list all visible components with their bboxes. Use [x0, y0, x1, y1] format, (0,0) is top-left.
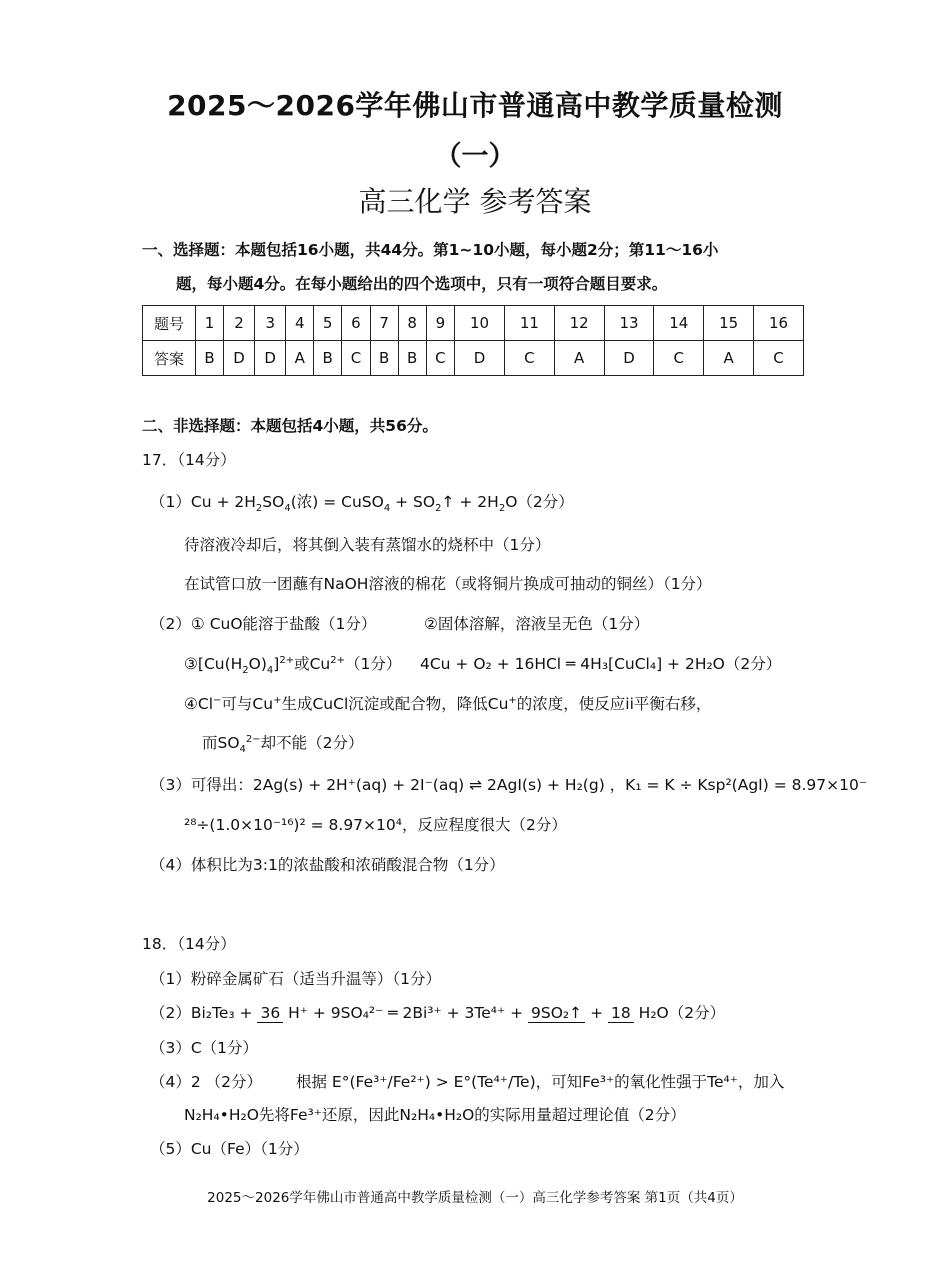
eq-text: 却不能（2分）: [260, 734, 364, 752]
answer-cell: D: [604, 341, 654, 376]
section1-intro-line2: 题，每小题4分。在每小题给出的四个选项中，只有一项符合题目要求。: [176, 275, 668, 293]
eq-text: 或Cu: [294, 655, 331, 673]
eq-text: 的浓度，使反应ii平衡右移，: [516, 695, 712, 713]
q18-part4-line1-b: 根据 E°(Fe³⁺/Fe²⁺) > E°(Te⁴⁺/Te)，可知Fe³⁺的氧化性强于Te⁴⁺，加入: [296, 1073, 785, 1091]
answer-cell: B: [370, 341, 398, 376]
eq-text: O): [248, 655, 267, 673]
eq-text: ↑ + 2H: [441, 493, 499, 511]
eq-text: ③[Cu(H: [184, 655, 243, 673]
question-number: 9: [426, 306, 454, 341]
answer-cell: C: [654, 341, 704, 376]
q17-part3-line1: [150, 773, 867, 795]
question-number: 15: [704, 306, 754, 341]
answer-table: [142, 305, 804, 376]
q17-part4-label: （4）: [150, 856, 191, 874]
q17-part3-label: （3）: [150, 776, 191, 794]
document-title: 2025～2026学年佛山市普通高中教学质量检测: [167, 89, 783, 122]
answer-row: [143, 341, 804, 376]
answer-point: ① CuO能溶于盐酸（1分）: [190, 615, 377, 633]
answer-cell: C: [426, 341, 454, 376]
q17-part1-line3: 在试管口放一团蘸有NaOH溶液的棉花（或将铜片换成可抽动的铜丝）（1分）: [184, 575, 712, 593]
eq-text: Cu + 2H: [190, 493, 256, 511]
question-number: 4: [286, 306, 314, 341]
q17-part4: [150, 853, 505, 875]
eq-text: H⁺ + 9SO₄²⁻ ═ 2Bi³⁺ + 3Te⁴⁺ +: [288, 1004, 524, 1022]
question-number: 12: [554, 306, 604, 341]
answer-cell: C: [504, 341, 554, 376]
eq-text: H₂O（2分）: [638, 1004, 726, 1022]
eq-text: O（2分）: [505, 493, 574, 511]
blank-coefficient: 18: [608, 1004, 634, 1023]
page-footer: 2025～2026学年佛山市普通高中教学质量检测（一）高三化学参考答案 第1页（共4页）: [207, 1190, 743, 1206]
q18-heading: 18．（14分）: [142, 935, 236, 953]
q18-part5: （5）Cu（Fe）（1分）: [150, 1140, 309, 1158]
q17-part2-label: （2）: [150, 615, 191, 633]
q17-part2-point4-cont: 而$SO_4^{2-}$却不能（2分）: [202, 733, 364, 756]
eq-text: (浓) = CuSO: [290, 493, 384, 511]
eq-text: （1分）: [345, 655, 402, 673]
q18-part4-line2: N₂H₄•H₂O先将Fe³⁺还原，因此N₂H₄•H₂O的实际用量超过理论值（2分）: [184, 1106, 686, 1124]
row-header-number: 题号: [143, 306, 196, 341]
answer-cell: A: [286, 341, 314, 376]
q17-part3-line2: ²⁸÷(1.0×10⁻¹⁶)² = 8.97×10⁴，反应程度很大（2分）: [184, 816, 567, 834]
answer-cell: A: [704, 341, 754, 376]
q17-part2-point4: ④Cl−可与Cu+生成CuCl沉淀或配合物，降低Cu+的浓度，使反应ii平衡右移，: [184, 694, 712, 713]
answer-cell: D: [455, 341, 505, 376]
question-number: 10: [455, 306, 505, 341]
q17-part1-label: （1）: [150, 493, 191, 511]
answer-cell: B: [196, 341, 224, 376]
answer-cell: B: [314, 341, 342, 376]
q17-part2-equation: 4Cu + O₂ + 16HCl ═ 4H₃[CuCl₄] + 2H₂O（2分）: [420, 655, 782, 673]
eq-text: 可与Cu: [221, 695, 274, 713]
blank-coefficient: 36: [257, 1004, 283, 1023]
answer-cell: D: [224, 341, 255, 376]
eq-text: 生成CuCl沉淀或配合物，降低Cu: [281, 695, 509, 713]
eq-text: （2）Bi₂Te₃ +: [150, 1004, 253, 1022]
q18-part2-equation: [150, 1001, 725, 1023]
question-number-row: [143, 306, 804, 341]
answer-cell: C: [754, 341, 804, 376]
q17-part1-equation: $(1)Cu + 2H_2SO_4$(浓) = CuSO$_4$ + $SO_2↑ + 2H_2O(2$分）: [150, 493, 574, 515]
eq-text: ]: [273, 655, 280, 673]
q17-part2-point3: $③[Cu(H_2O)_4]^{2+}$或$Cu^{2+}(1$分）: [184, 654, 402, 677]
section1-intro-line1: 一、选择题：本题包括16小题，共44分。第1~10小题，每小题2分；第11～16小: [142, 241, 719, 259]
question-number: 6: [342, 306, 370, 341]
answer-text: 体积比为3:1的浓盐酸和浓硝酸混合物（1分）: [190, 856, 505, 874]
eq-text: 可得出：2Ag(s) + 2H⁺(aq) + 2I⁻(aq) ⇌ 2AgI(s) + H₂(g) ，K₁ = K ÷ Ksp²(AgI) = 8.97×10⁻: [190, 776, 868, 794]
blank-product: 9SO₂↑: [528, 1004, 585, 1023]
q18-part3: （3）C（1分）: [150, 1039, 259, 1057]
document-subtitle: （一）: [434, 141, 516, 172]
question-number: 5: [314, 306, 342, 341]
question-number: 13: [604, 306, 654, 341]
question-number: 16: [754, 306, 804, 341]
question-number: 1: [196, 306, 224, 341]
eq-text: +: [590, 1004, 604, 1022]
question-number: 11: [504, 306, 554, 341]
question-number: 8: [398, 306, 426, 341]
answer-cell: A: [554, 341, 604, 376]
question-number: 7: [370, 306, 398, 341]
q17-part1-line2: 待溶液冷却后，将其倒入装有蒸馏水的烧杯中（1分）: [184, 536, 551, 554]
q17-part2-point2: ②固体溶解，溶液呈无色（1分）: [424, 615, 650, 633]
answer-cell: D: [255, 341, 286, 376]
question-number: 14: [654, 306, 704, 341]
question-number: 3: [255, 306, 286, 341]
eq-text: + SO: [390, 493, 436, 511]
q17-part2-line1: [150, 612, 376, 634]
document-heading: 高三化学 参考答案: [358, 185, 592, 218]
row-header-answer: 答案: [143, 341, 196, 376]
q18-part1: （1）粉碎金属矿石（适当升温等）（1分）: [150, 970, 441, 988]
q18-part4-line1-a: （4）2 （2分）: [150, 1073, 263, 1091]
answer-cell: C: [342, 341, 370, 376]
eq-text: 而SO: [202, 734, 240, 752]
answer-cell: B: [398, 341, 426, 376]
question-number: 2: [224, 306, 255, 341]
q17-heading: 17．（14分）: [142, 451, 236, 469]
eq-text: ④Cl: [184, 695, 214, 713]
eq-text: SO: [262, 493, 285, 511]
section2-title: 二、非选择题：本题包括4小题，共56分。: [142, 417, 438, 435]
